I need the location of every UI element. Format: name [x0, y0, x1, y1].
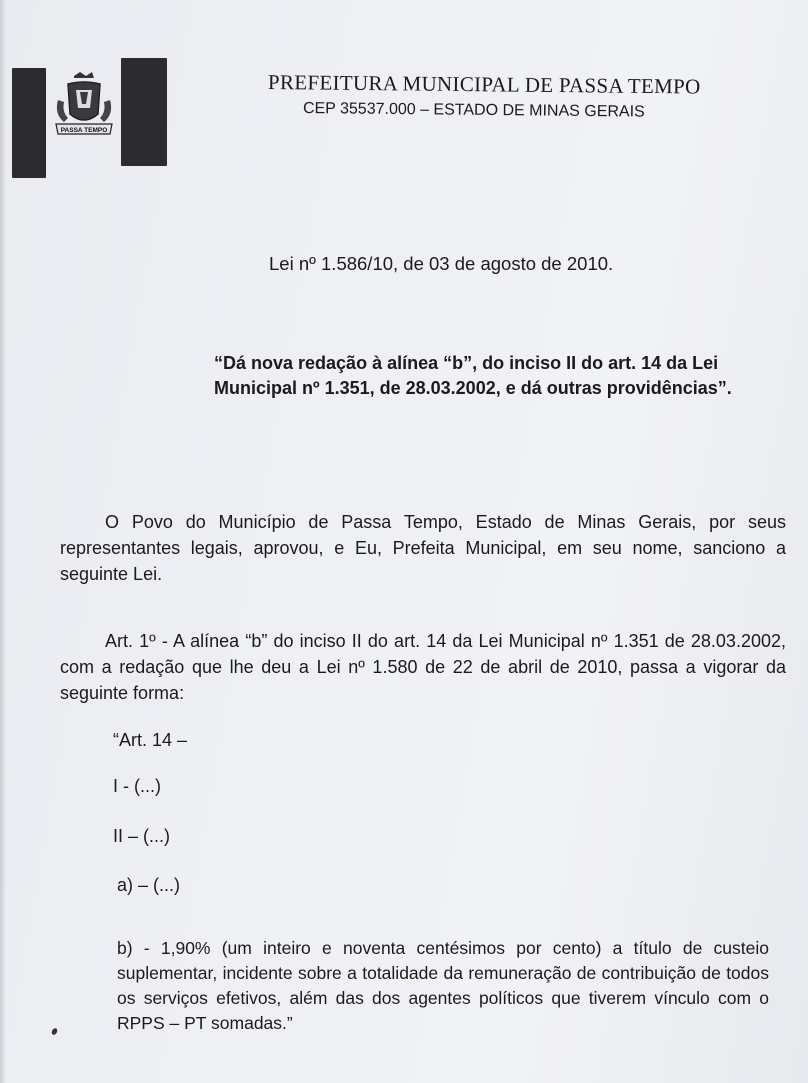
inciso-2: II – (...)	[113, 826, 171, 846]
municipal-crest-icon	[52, 70, 116, 150]
preamble-paragraph: O Povo do Município de Passa Tempo, Estado de Minas Gerais, por seus representantes legais, aprovou, e Eu, Prefeita Municipal, em seu nome, sanciono a seguinte Lei.	[60, 512, 786, 584]
page-edge	[0, 0, 6, 1083]
law-number: Lei nº 1.586/10, de 03 de agosto de 2010.	[269, 253, 614, 274]
alinea-b-paragraph: b) - 1,90% (um inteiro e noventa centésimos por cento) a título de custeio suplementar, incidente sobre a totalidade da remuneração de contribuição de todos os serviços efetivos, além das dos agentes políticos que tiverem vínculo com o RPPS – PT somadas.”	[117, 938, 769, 1033]
header-right-bar	[121, 58, 167, 166]
inciso-1: I - (...)	[113, 776, 161, 796]
alinea-a: a) – (...)	[117, 875, 181, 895]
municipality-title: PREFEITURA MUNICIPAL DE PASSA TEMPO	[267, 70, 701, 99]
article-14-heading: “Art. 14 –	[113, 730, 188, 750]
municipality-address: CEP 35537.000 – ESTADO DE MINAS GERAIS	[302, 100, 645, 121]
crest-label: PASSA TEMPO	[60, 127, 108, 134]
law-summary: “Dá nova redação à alínea “b”, do inciso II do art. 14 da Lei Municipal nº 1.351, de 28.03.2002, e dá outras providências”.	[214, 353, 732, 398]
ink-speck	[51, 1027, 59, 1036]
article-1-paragraph: Art. 1º - A alínea “b” do inciso II do art. 14 da Lei Municipal nº 1.351 de 28.03.2002, com a redação que lhe deu a Lei nº 1.580 de 22 de abril de 2010, passa a vigorar da seguinte forma:	[60, 631, 786, 703]
header-left-bar	[12, 68, 46, 178]
